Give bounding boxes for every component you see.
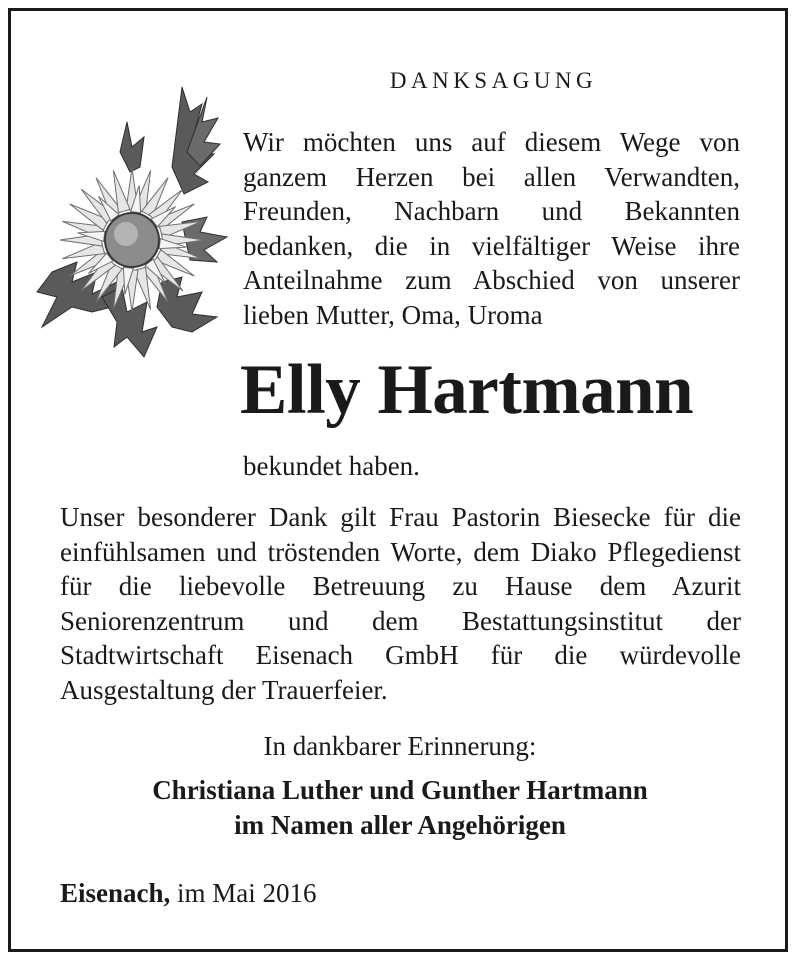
- intro-paragraph: Wir möchten uns auf diesem Wege von ganzem Herzen bei allen Verwandten, Freunden, Nachbarn und Bekannten bedanken, die in vielfältiger Weise ihre Anteilnahme zum Abschied von unserer lieben Mutter, Oma, Uroma: [243, 127, 740, 330]
- notice-heading: DANKSAGUNG: [389, 68, 598, 93]
- place-date: [60, 876, 317, 910]
- place-name: Eisenach,: [60, 878, 171, 908]
- thistle-flower-icon: [32, 82, 232, 367]
- signers-relation: im Namen aller Angehörigen: [234, 810, 566, 840]
- thanks-paragraph: Unser besonderer Dank gilt Frau Pastorin Biesecke für die einfühlsamen und tröstenden Worte, dem Diako Pflegedienst für die liebevolle Betreuung zu Hause dem Azurit Seniorenzentrum und dem Bestattungsinstitut der Stadtwirtschaft Eisenach GmbH für die würdevolle Ausgestaltung der Trauerfeier.: [60, 502, 741, 705]
- deceased-name: Elly Hartmann: [240, 351, 694, 429]
- signers-names: Christiana Luther und Gunther Hartmann: [152, 775, 648, 805]
- signers-block: [0, 773, 800, 843]
- date-text: im Mai 2016: [177, 878, 317, 908]
- closing-line: In dankbarer Erinnerung:: [263, 731, 537, 761]
- after-name-text: bekundet haben.: [243, 451, 420, 481]
